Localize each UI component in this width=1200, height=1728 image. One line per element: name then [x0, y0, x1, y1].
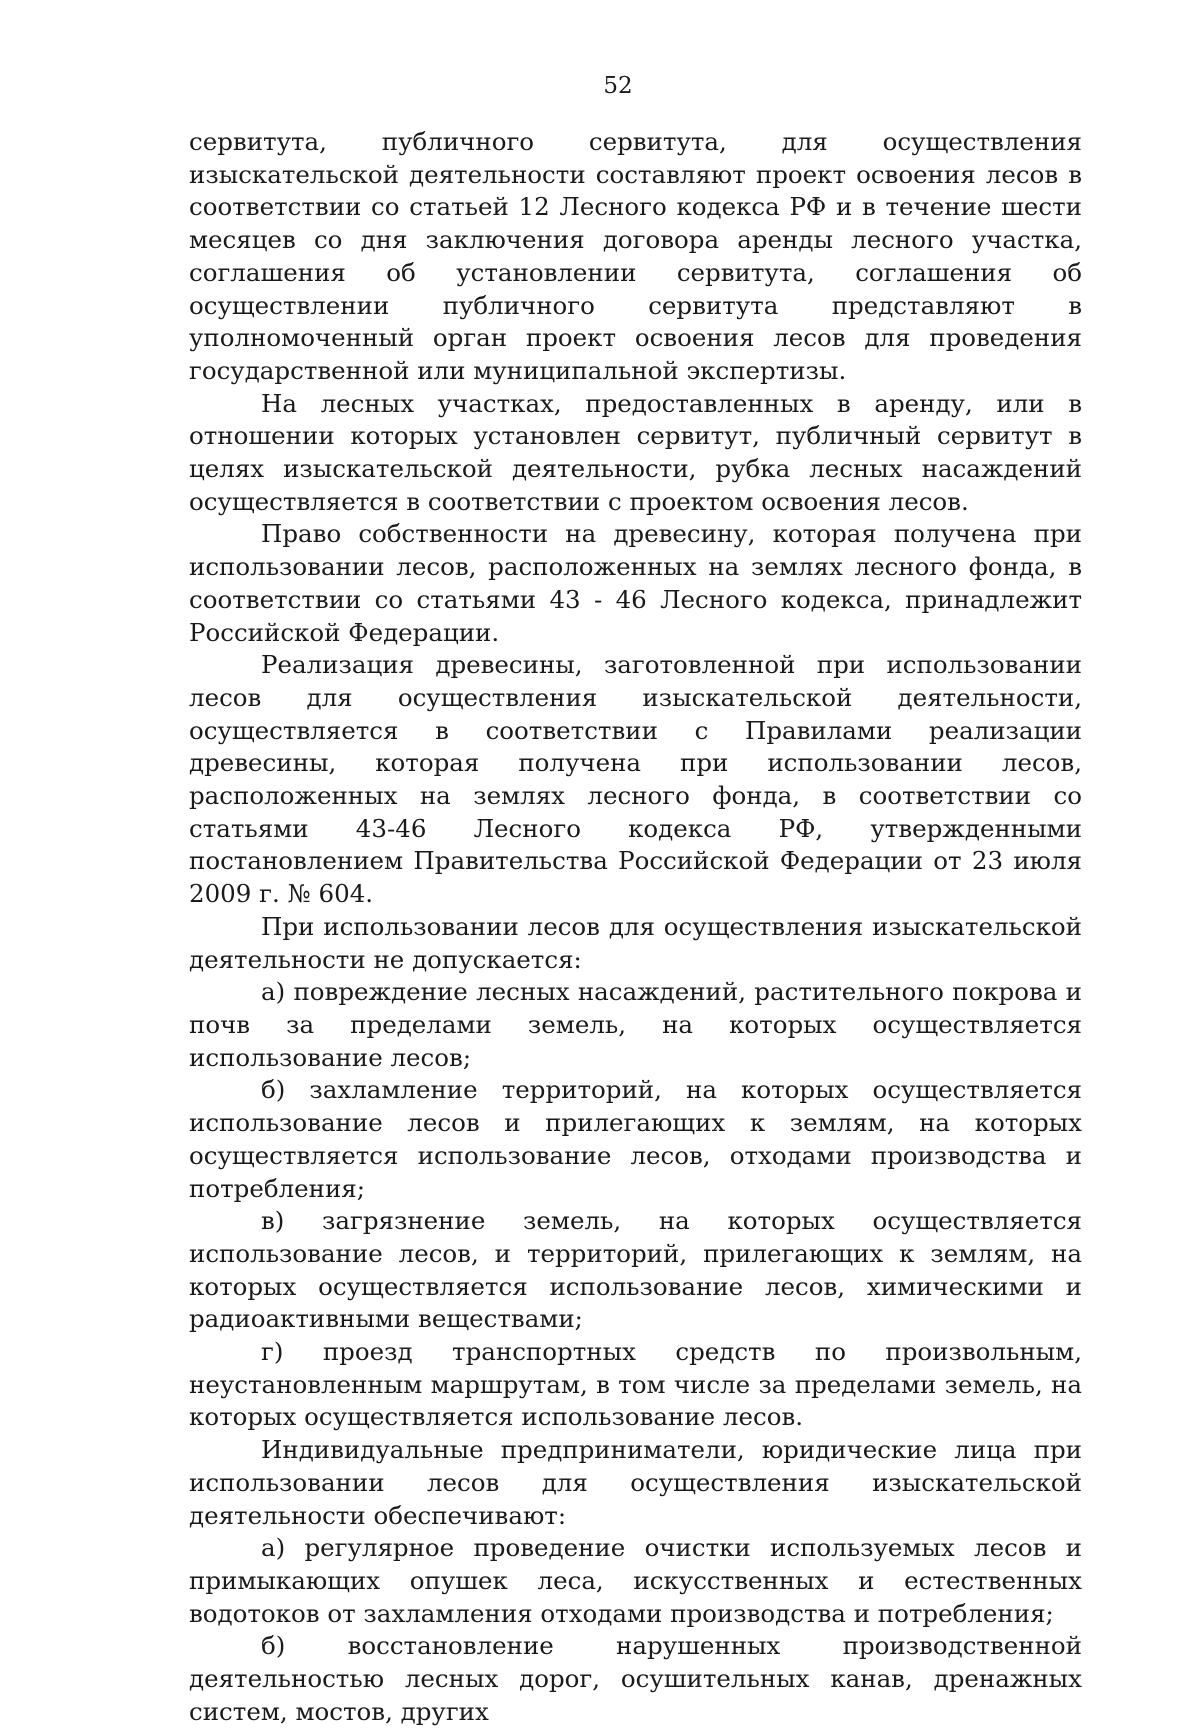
list-item-prohibition-d: г) проезд транспортных средств по произвольным, неустановленным маршрутам, в том числе за пределами земель, на которых осуществляется использование лесов.: [189, 1337, 1082, 1432]
page-number: 52: [603, 73, 633, 99]
list-item-prohibition-a: а) повреждение лесных насаждений, растительного покрова и почв за пределами земель, на которых осуществляется использование лесов;: [189, 977, 1082, 1072]
paragraph-obligations-intro: Индивидуальные предприниматели, юридические лица при использовании лесов для осуществления изыскательской деятельности обеспечивают:: [189, 1435, 1082, 1530]
paragraph-prohibitions-intro: При использовании лесов для осуществления изыскательской деятельности не допускается:: [189, 911, 1082, 974]
document-body: [189, 126, 1082, 1728]
paragraph-timber-sale: Реализация древесины, заготовленной при использовании лесов для осуществления изыскательской деятельности, осуществляется в соответствии с Правилами реализации древесины, которая получена при использовании лесов, расположенных на землях лесного фонда, в соответствии со статьями 43-46 Лесного кодекса РФ, утвержденными постановлением Правительства Российской Федерации от 23 июля 2009 г. № 604.: [189, 650, 1082, 909]
list-item-obligation-b: б) восстановление нарушенных производственной деятельностью лесных дорог, осушительных канав, дренажных систем, мостов, других: [189, 1631, 1082, 1726]
paragraph-timber-ownership: Право собственности на древесину, которая получена при использовании лесов, расположенных на землях лесного фонда, в соответствии со статьями 43 - 46 Лесного кодекса, принадлежит Российской Федерации.: [189, 519, 1082, 647]
list-item-prohibition-b: б) захламление территорий, на которых осуществляется использование лесов и прилегающих к землям, на которых осуществляется использование лесов, отходами производства и потребления;: [189, 1075, 1082, 1203]
paragraph-continuation: сервитута, публичного сервитута, для осуществления изыскательской деятельности составляют проект освоения лесов в соответствии со статьей 12 Лесного кодекса РФ и в течение шести месяцев со дня заключения договора аренды лесного участка, соглашения об установлении сервитута, соглашения об осуществлении публичного сервитута представляют в уполномоченный орган проект освоения лесов для проведения государственной или муниципальной экспертизы.: [189, 127, 1082, 385]
list-item-obligation-a: а) регулярное проведение очистки используемых лесов и примыкающих опушек леса, искусственных и естественных водотоков от захламления отходами производства и потребления;: [189, 1533, 1082, 1628]
paragraph-felling-rules: На лесных участках, предоставленных в аренду, или в отношении которых установлен сервитут, публичный сервитут в целях изыскательской деятельности, рубка лесных насаждений осуществляется в соответствии с проектом освоения лесов.: [189, 388, 1082, 516]
list-item-prohibition-c: в) загрязнение земель, на которых осуществляется использование лесов, и территорий, прилегающих к землям, на которых осуществляется использование лесов, химическими и радиоактивными веществами;: [189, 1206, 1082, 1334]
